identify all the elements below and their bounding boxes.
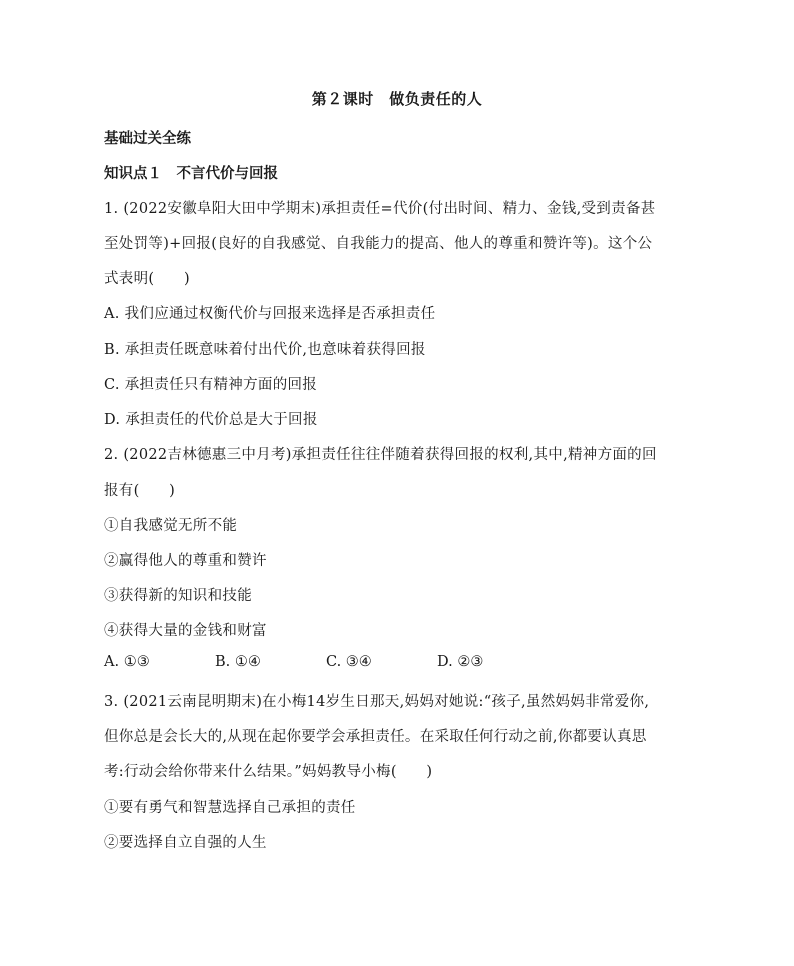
q1-line-1: 1. (2022安徽阜阳大田中学期末)承担责任=代价(付出时间、精力、金钱,受到责备甚 <box>104 201 656 217</box>
q2-options <box>104 654 548 670</box>
q1-line-3: 式表明( ) <box>104 271 190 287</box>
q3-statement-1: ①要有勇气和智慧选择自己承担的责任 <box>104 800 356 816</box>
q3-line-3: 考:行动会给你带来什么结果。”妈妈教导小梅( ) <box>104 764 433 780</box>
q2-statement-4: ④获得大量的金钱和财富 <box>104 623 267 639</box>
q2-statement-2: ②赢得他人的尊重和赞许 <box>104 553 267 569</box>
q1-option-d: D. 承担责任的代价总是大于回报 <box>104 412 318 428</box>
q2-option-a: A. ①③ <box>104 654 150 670</box>
q1-option-a: A. 我们应通过权衡代价与回报来选择是否承担责任 <box>104 306 436 322</box>
page-title: 第２课时 做负责任的人 <box>311 90 483 108</box>
q3-line-1: 3. (2021云南昆明期末)在小梅14岁生日那天,妈妈对她说:“孩子,虽然妈妈非常爱你, <box>104 694 650 710</box>
q1-option-b: B. 承担责任既意味着付出代价,也意味着获得回报 <box>104 342 426 358</box>
q3-statement-2: ②要选择自立自强的人生 <box>104 835 267 851</box>
topic-heading: 知识点１ 不言代价与回报 <box>104 166 278 182</box>
q1-option-c: C. 承担责任只有精神方面的回报 <box>104 377 318 393</box>
q2-option-d: D. ②③ <box>437 654 484 670</box>
q2-option-b: B. ①④ <box>215 654 261 670</box>
q2-statement-1: ①自我感觉无所不能 <box>104 518 238 534</box>
q2-option-c: C. ③④ <box>326 654 372 670</box>
q2-line-1: 2. (2022吉林德惠三中月考)承担责任往往伴随着获得回报的权利,其中,精神方面的回 <box>104 447 657 463</box>
q2-statement-3: ③获得新的知识和技能 <box>104 588 252 604</box>
q2-line-2: 报有( ) <box>104 483 176 499</box>
section-heading: 基础过关全练 <box>104 131 191 147</box>
q3-line-2: 但你总是会长大的,从现在起你要学会承担责任。在采取任何行动之前,你都要认真思 <box>104 729 647 745</box>
q1-line-2: 至处罚等)+回报(良好的自我感觉、自我能力的提高、他人的尊重和赞许等)。这个公 <box>104 236 653 252</box>
